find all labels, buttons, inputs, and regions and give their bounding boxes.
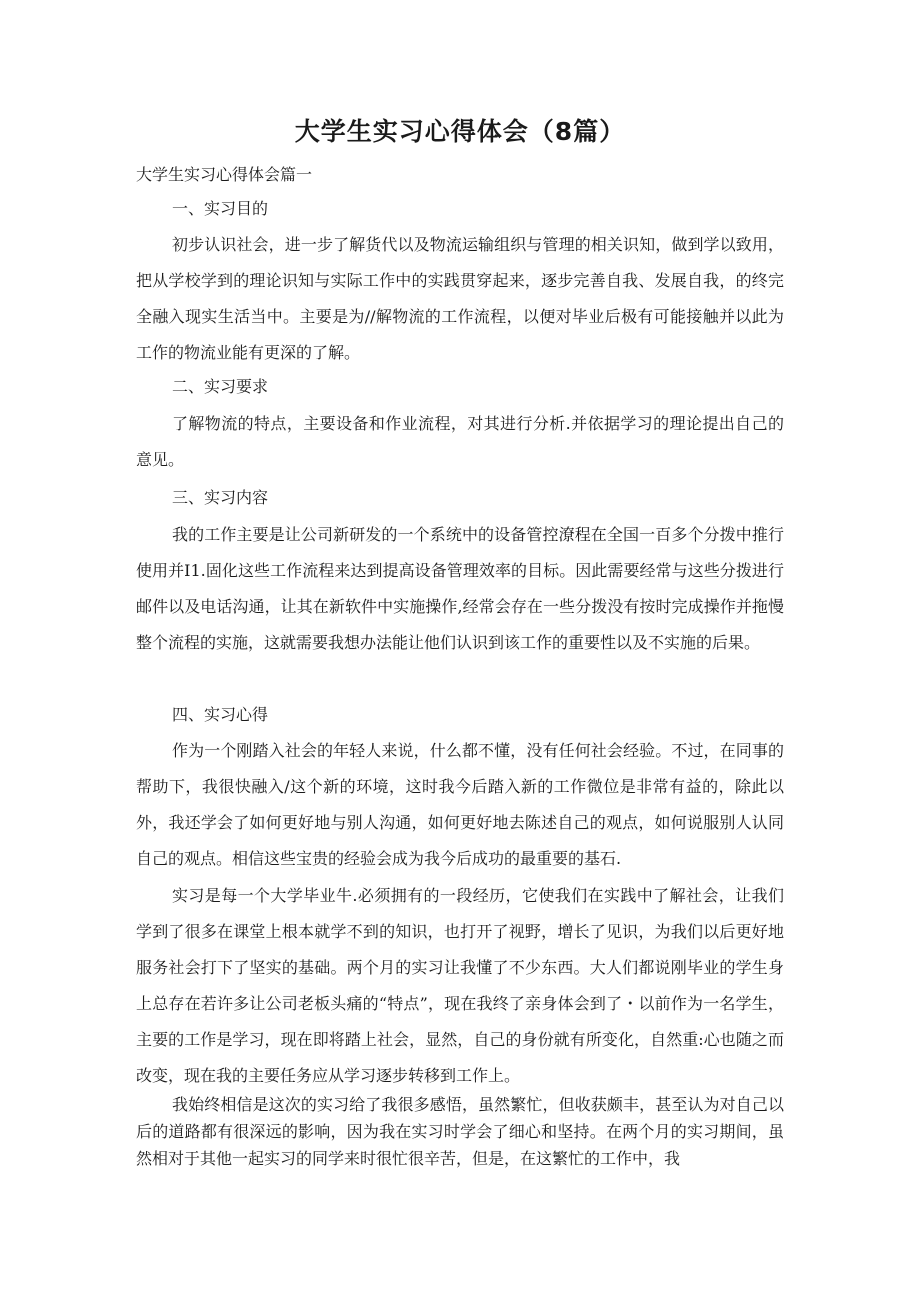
section-paragraph: 初步认识社会，进一步了解货代以及物流运输组织与管理的相关识知，做到学以致用，把从学校学到的理论识知与实际工作中的实践贯穿起来，逐步完善自我、发展自我，的终完全融入现实生活当中。主要是为//解物流的工作流程，以便对毕业后极有可能接触并以此为工作的物流业能有更深的了解。 xyxy=(136,235,784,362)
section-paragraph: 作为一个刚踏入社会的年轻人来说，什么都不懂，没有任何社会经验。不过，在同事的帮助下，我很快融入/这个新的环境，这时我今后踏入新的工作微位是非常有益的，除此以外，我还学会了如何更好地与别人沟通，如何更好地去陈述自己的观点，如何说服别人认同自己的观点。相信这些宝贵的经验会成为我今后成功的最重要的基石. xyxy=(136,741,784,868)
section-heading-requirements: 二、实习要求 xyxy=(172,377,269,396)
section-paragraph: 了解物流的特点，主要设备和作业流程，对其进行分析.并依据学习的理论提出自己的意见。 xyxy=(136,414,784,469)
document-subtitle: 大学生实习心得体会篇一 xyxy=(136,165,313,184)
section-heading-purpose: 一、实习目的 xyxy=(172,199,269,218)
section-heading-content: 三、实习内容 xyxy=(172,488,269,507)
section-paragraph: 我的工作主要是让公司新研发的一个系统中的设备管控潦程在全国一百多个分拨中推行使用并I1.固化这些工作流程来达到提高设备管理效率的目标。因此需要经常与这些分拨进行邮件以及电话沟通，让其在新软件中实施操作,经常会存在一些分拨没有按时完成操作并拖慢整个流程的实施，这就需要我想办法能让他们认识到该工作的重要性以及不实施的后果。 xyxy=(136,525,784,652)
document-title: 大学生实习心得体会（8篇） xyxy=(294,117,626,146)
section-heading-experience: 四、实习心得 xyxy=(172,705,269,724)
section-paragraph: 我始终相信是这次的实习给了我很多感悟，虽然繁忙，但收获颇丰，甚至认为对自己以后的道路都有很深远的影响，因为我在实习时学会了细心和坚持。在两个月的实习期间，虽然相对于其他一起实习的同学来时很忙很辛苦，但是，在这繁忙的工作中，我 xyxy=(136,1095,784,1168)
section-paragraph: 实习是每一个大学毕业牛.必须拥有的一段经历，它使我们在实践中了解社会，让我们学到了很多在课堂上根本就学不到的知识，也打开了视野，增长了见识，为我们以后更好地服务社会打下了坚实的基础。两个月的实习让我懂了不少东西。大人们都说刚毕业的学生身上总存在若许多让公司老板头痛的“特点”，现在我终了亲身体会到了・以前作为一名学生，主要的工作是学习，现在即将踏上社会，显然，自己的身份就有所变化，自然重:心也随之而改变，现在我的主要任务应从学习逐步转移到工作上。 xyxy=(136,886,784,1085)
